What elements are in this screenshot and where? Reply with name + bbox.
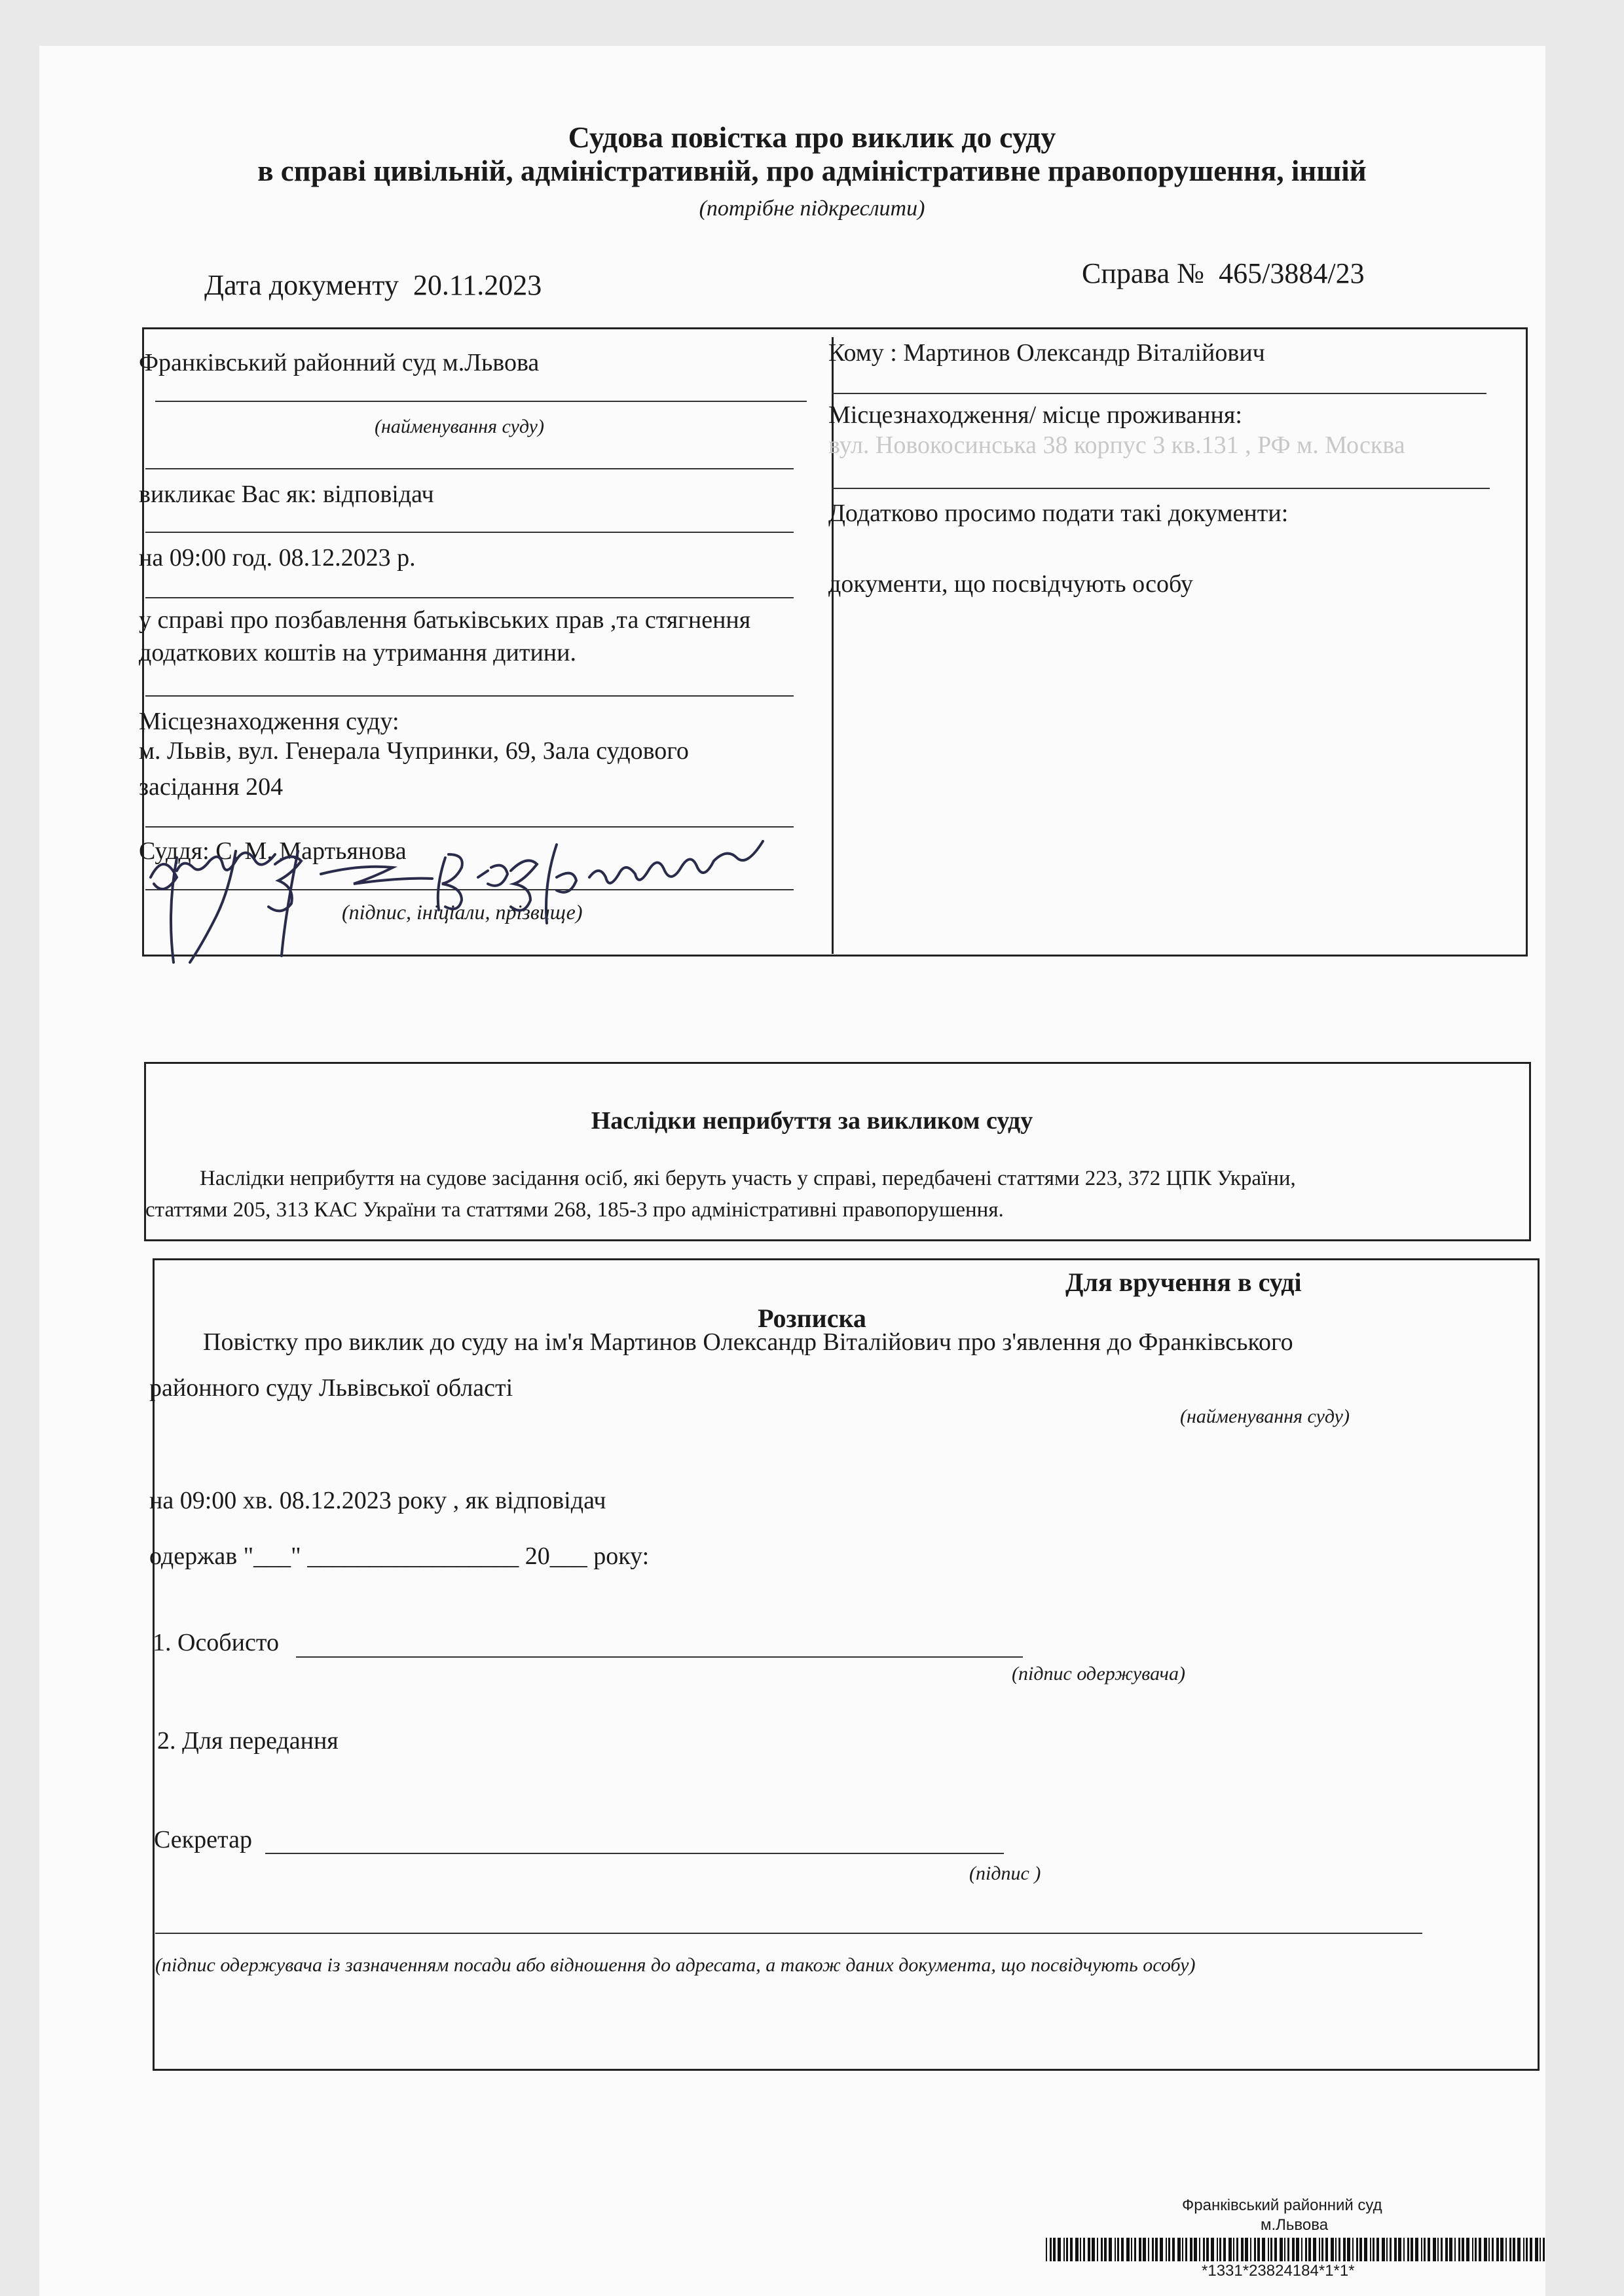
extra-docs-value: документи, що посвідчують особу (828, 570, 1193, 598)
barcode-bar (1121, 2238, 1124, 2261)
barcode-bar (1070, 2238, 1073, 2261)
case-number (1082, 257, 1365, 290)
barcode-bar (1441, 2238, 1443, 2261)
barcode-bar (1305, 2238, 1307, 2261)
receipt-bottom-caption: (підпис одержувача із зазначенням посади або відношення до адресата, а також даних документа, що посвідчують особу) (155, 1954, 1196, 1976)
document-date (204, 268, 542, 302)
barcode-bar (1268, 2238, 1269, 2261)
barcode-bar (1540, 2238, 1541, 2261)
barcode-bar (1475, 2238, 1477, 2261)
divider-line (145, 826, 794, 828)
barcode-bar (1148, 2238, 1149, 2261)
barcode-bar (1424, 2238, 1426, 2261)
barcode-bar (1199, 2238, 1200, 2261)
barcode-bar (1236, 2238, 1238, 2261)
barcode-bar (1134, 2238, 1136, 2261)
barcode-bar (1250, 2238, 1251, 2261)
barcode-bar (1509, 2238, 1511, 2261)
barcode-bar (1462, 2238, 1464, 2261)
court-location-1: м. Львів, вул. Генерала Чупринки, 69, Зала судового (139, 737, 689, 765)
barcode-bar (1092, 2238, 1095, 2261)
received-date: одержав "___" _________________ 20___ року: (149, 1542, 650, 1570)
receipt-line-2: районного суду Львівської області (149, 1374, 513, 1402)
recipient: Кому : Мартинов Олександр Віталійович (828, 339, 1265, 367)
barcode-text: *1331*23824184*1*1* (1202, 2262, 1355, 2280)
barcode-bar (1182, 2238, 1183, 2261)
consequences-text-1: Наслідки неприбуття на судове засідання осіб, які беруть участь у справі, передбачені статтями 223, 372 ЦПК України, (200, 1167, 1296, 1190)
case-value: 465/3884/23 (1219, 257, 1365, 289)
barcode-bar (1233, 2238, 1234, 2261)
barcode-bar (1433, 2238, 1436, 2261)
court-line (155, 401, 807, 402)
judge-signature (138, 838, 779, 975)
barcode-bar (1338, 2238, 1340, 2261)
barcode-bar (1131, 2238, 1132, 2261)
barcode-bar (1241, 2238, 1244, 2261)
barcode-bar (1517, 2238, 1521, 2261)
barcode-bar (1254, 2238, 1256, 2261)
barcode-bar (1352, 2238, 1354, 2261)
summons-role: викликає Вас як: відповідач (139, 481, 434, 508)
barcode-bar (1155, 2238, 1158, 2261)
secretary-signature-line (265, 1853, 1004, 1854)
barcode-bar (1097, 2238, 1098, 2261)
barcode-bar (1484, 2238, 1487, 2261)
barcode-bar (1168, 2238, 1170, 2261)
barcode-bar (1284, 2238, 1285, 2261)
barcode-bar (1301, 2238, 1302, 2261)
barcode-bar (1376, 2238, 1379, 2261)
barcode-bar (1466, 2238, 1469, 2261)
barcode-bar (1356, 2238, 1358, 2261)
signature-caption: (підпис, ініціали, прізвище) (342, 900, 583, 924)
barcode-bar (1343, 2238, 1346, 2261)
barcode-bar (1270, 2238, 1272, 2261)
barcode-bar (1331, 2238, 1334, 2261)
barcode-bar (1050, 2238, 1052, 2261)
divider-line (145, 532, 794, 533)
barcode-bar (1080, 2238, 1081, 2261)
barcode-bar (1280, 2238, 1283, 2261)
barcode-bar (1364, 2238, 1367, 2261)
barcode-bar (1492, 2238, 1494, 2261)
barcode-bar (1382, 2238, 1385, 2261)
barcode-bar (1172, 2238, 1175, 2261)
barcode-bar (1219, 2238, 1221, 2261)
barcode-bar (1319, 2238, 1320, 2261)
barcode-bar (1143, 2238, 1146, 2261)
extra-docs-label: Додатково просимо подати такі документи: (828, 500, 1289, 527)
barcode-bar (1083, 2238, 1085, 2261)
barcode-bar (1185, 2238, 1187, 2261)
barcode-bar (1335, 2238, 1337, 2261)
barcode-bar (1211, 2238, 1214, 2261)
residence-label: Місцезнаходження/ місце проживання: (828, 401, 1242, 429)
barcode-bar (1454, 2238, 1456, 2261)
barcode-bar (1292, 2238, 1295, 2261)
receipt-title: Розписка (758, 1303, 866, 1333)
barcode-bar (1217, 2238, 1218, 2261)
barcode-bar (1245, 2238, 1248, 2261)
barcode-bar (1359, 2238, 1362, 2261)
barcode-bar (1046, 2238, 1047, 2261)
barcode-bar (1488, 2238, 1490, 2261)
barcode-bar (1117, 2238, 1119, 2261)
barcode-bar (1262, 2238, 1265, 2261)
court-name: Франківський районний суд м.Львова (139, 349, 540, 376)
barcode (1046, 2238, 1550, 2264)
barcode-bar (1190, 2238, 1192, 2261)
barcode-bar (1530, 2238, 1532, 2261)
barcode-bar (1066, 2238, 1068, 2261)
barcode-bar (1373, 2238, 1375, 2261)
divider-line (145, 695, 794, 697)
barcode-bar (1194, 2238, 1197, 2261)
barcode-bar (1104, 2238, 1107, 2261)
case-subject-2: додаткових коштів на утримання дитини. (139, 639, 576, 666)
footer-court-1: Франківський районний суд (1182, 2196, 1382, 2214)
barcode-bar (1075, 2238, 1079, 2261)
transfer-label: 2. Для передання (157, 1727, 339, 1755)
barcode-bar (1058, 2238, 1061, 2261)
barcode-bar (1403, 2238, 1405, 2261)
barcode-bar (1296, 2238, 1299, 2261)
document-subtitle: в справі цивільній, адміністративній, про адміністративне правопорушення, іншій (257, 155, 1367, 187)
barcode-bar (1166, 2238, 1167, 2261)
barcode-bar (1449, 2238, 1452, 2261)
summons-divider (832, 337, 834, 954)
barcode-bar (1321, 2238, 1323, 2261)
barcode-bar (1308, 2238, 1311, 2261)
barcode-bar (1063, 2238, 1065, 2261)
divider-line (145, 468, 794, 469)
barcode-bar (1088, 2238, 1090, 2261)
barcode-bar (1203, 2238, 1205, 2261)
divider-line (832, 488, 1490, 489)
date-label: Дата документу (204, 269, 399, 301)
barcode-bar (1437, 2238, 1439, 2261)
secretary-label: Секретар (154, 1826, 252, 1853)
barcode-bar (1053, 2238, 1056, 2261)
barcode-bar (1415, 2238, 1418, 2261)
court-location-2: засідання 204 (139, 773, 284, 801)
document-title: Судова повістка про виклик до суду (568, 120, 1056, 154)
consequences-text-2: статтями 205, 313 КАС України та статтями 268, 185-3 про адміністративні правопорушення. (145, 1198, 1004, 1222)
court-caption: (найменування суду) (375, 416, 544, 437)
case-subject-1: у справі про позбавлення батьківських прав ,та стягнення (139, 606, 751, 634)
barcode-bar (1445, 2238, 1448, 2261)
barcode-bar (1386, 2238, 1388, 2261)
barcode-bar (1421, 2238, 1422, 2261)
barcode-bar (1101, 2238, 1103, 2261)
barcode-bar (1500, 2238, 1504, 2261)
barcode-bar (1160, 2238, 1163, 2261)
barcode-bar (1407, 2238, 1409, 2261)
barcode-bar (1543, 2238, 1545, 2261)
barcode-bar (1177, 2238, 1181, 2261)
residence-value: вул. Новокосинська 38 корпус 3 кв.131 , РФ м. Москва (828, 431, 1405, 459)
barcode-bar (1274, 2238, 1277, 2261)
barcode-bar (1313, 2238, 1316, 2261)
receipt-court-caption: (найменування суду) (1180, 1406, 1350, 1427)
divider-line (145, 597, 794, 598)
judge-name: Суддя: С. М. Мартьянова (139, 837, 407, 865)
barcode-bar (1370, 2238, 1371, 2261)
barcode-bar (1206, 2238, 1209, 2261)
barcode-bar (1535, 2238, 1538, 2261)
barcode-bar (1513, 2238, 1515, 2261)
barcode-bar (1496, 2238, 1499, 2261)
receipt-line-1: Повістку про виклик до суду на ім'я Мартинов Олександр Віталійович про з'явлення до Франківського (203, 1328, 1293, 1356)
personal-signature-line (296, 1656, 1023, 1658)
barcode-bar (1325, 2238, 1328, 2261)
barcode-bar (1394, 2238, 1397, 2261)
case-label: Справа № (1082, 257, 1205, 289)
underline-note: (потрібне підкреслити) (699, 196, 925, 221)
barcode-bar (1523, 2238, 1524, 2261)
date-value: 20.11.2023 (413, 269, 542, 301)
barcode-bar (1479, 2238, 1481, 2261)
court-location-label: Місцезнаходження суду: (139, 708, 399, 735)
consequences-title: Наслідки неприбуття за викликом суду (591, 1107, 1033, 1135)
barcode-bar (1152, 2238, 1154, 2261)
barcode-bar (1411, 2238, 1413, 2261)
receipt-bottom-line (155, 1933, 1422, 1934)
barcode-bar (1526, 2238, 1528, 2261)
barcode-bar (1126, 2238, 1130, 2261)
divider-line (832, 393, 1486, 394)
personal-label: 1. Особисто (153, 1629, 279, 1656)
barcode-bar (1228, 2238, 1232, 2261)
barcode-bar (1109, 2238, 1112, 2261)
barcode-bar (1257, 2238, 1260, 2261)
footer-court-2: м.Львова (1261, 2216, 1329, 2234)
secretary-caption: (підпис ) (969, 1863, 1041, 1884)
barcode-bar (1223, 2238, 1226, 2261)
barcode-bar (1115, 2238, 1116, 2261)
receipt-time: на 09:00 хв. 08.12.2023 року , як відповідач (149, 1487, 606, 1514)
barcode-bar (1287, 2238, 1289, 2261)
barcode-bar (1472, 2238, 1473, 2261)
for-court-label: Для вручення в суді (1065, 1267, 1302, 1297)
hearing-time: на 09:00 год. 08.12.2023 р. (139, 544, 416, 572)
barcode-bar (1347, 2238, 1350, 2261)
barcode-bar (1505, 2238, 1507, 2261)
barcode-bar (1390, 2238, 1392, 2261)
personal-caption: (підпис одержувача) (1012, 1663, 1185, 1685)
barcode-bar (1398, 2238, 1401, 2261)
barcode-bar (1458, 2238, 1460, 2261)
barcode-bar (1139, 2238, 1141, 2261)
barcode-bar (1428, 2238, 1430, 2261)
